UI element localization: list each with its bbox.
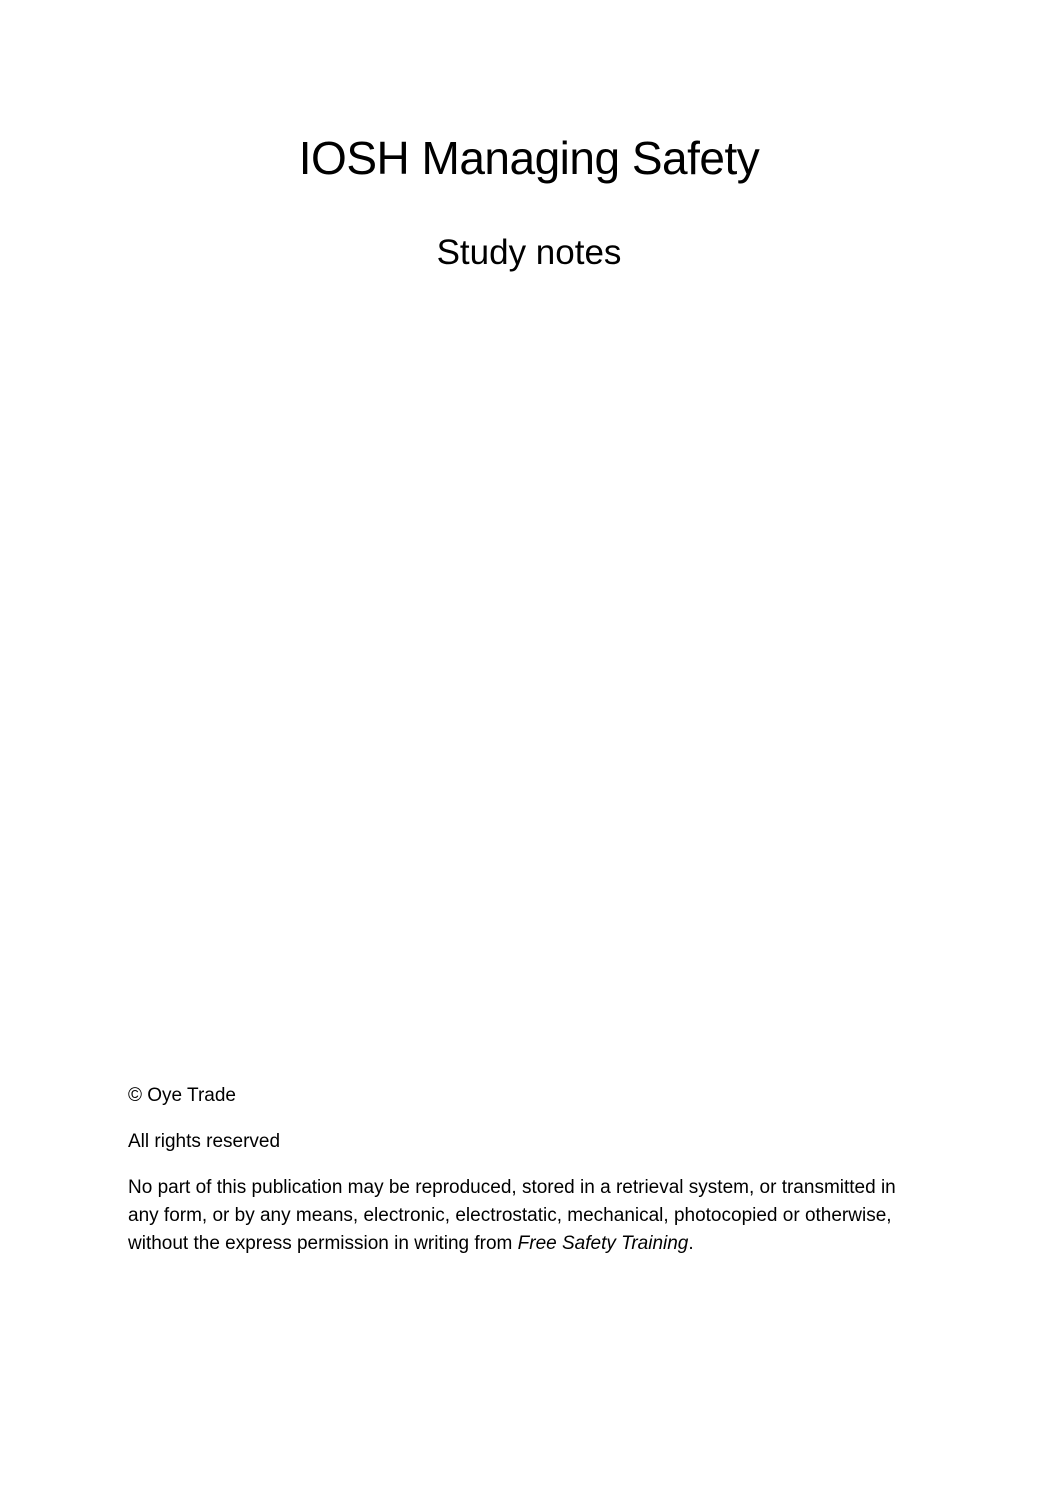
permission-owner: Free Safety Training [517,1233,689,1254]
permission-end: . [688,1233,694,1254]
rights-line: All rights reserved [128,1131,281,1152]
copyright-line: © Oye Trade [128,1085,236,1106]
permission-text: No part of this publication may be reproduced, stored in a retrieval system, or transmitted in any form, or by any means, electronic, electrostatic, mechanical, photocopied or otherwise, without the express permission in writing from [128,1177,896,1254]
document-subtitle: Study notes [436,233,622,272]
copyright-notice [128,1082,928,1258]
document-title: IOSH Managing Safety [298,132,760,184]
permission-paragraph [128,1174,928,1258]
